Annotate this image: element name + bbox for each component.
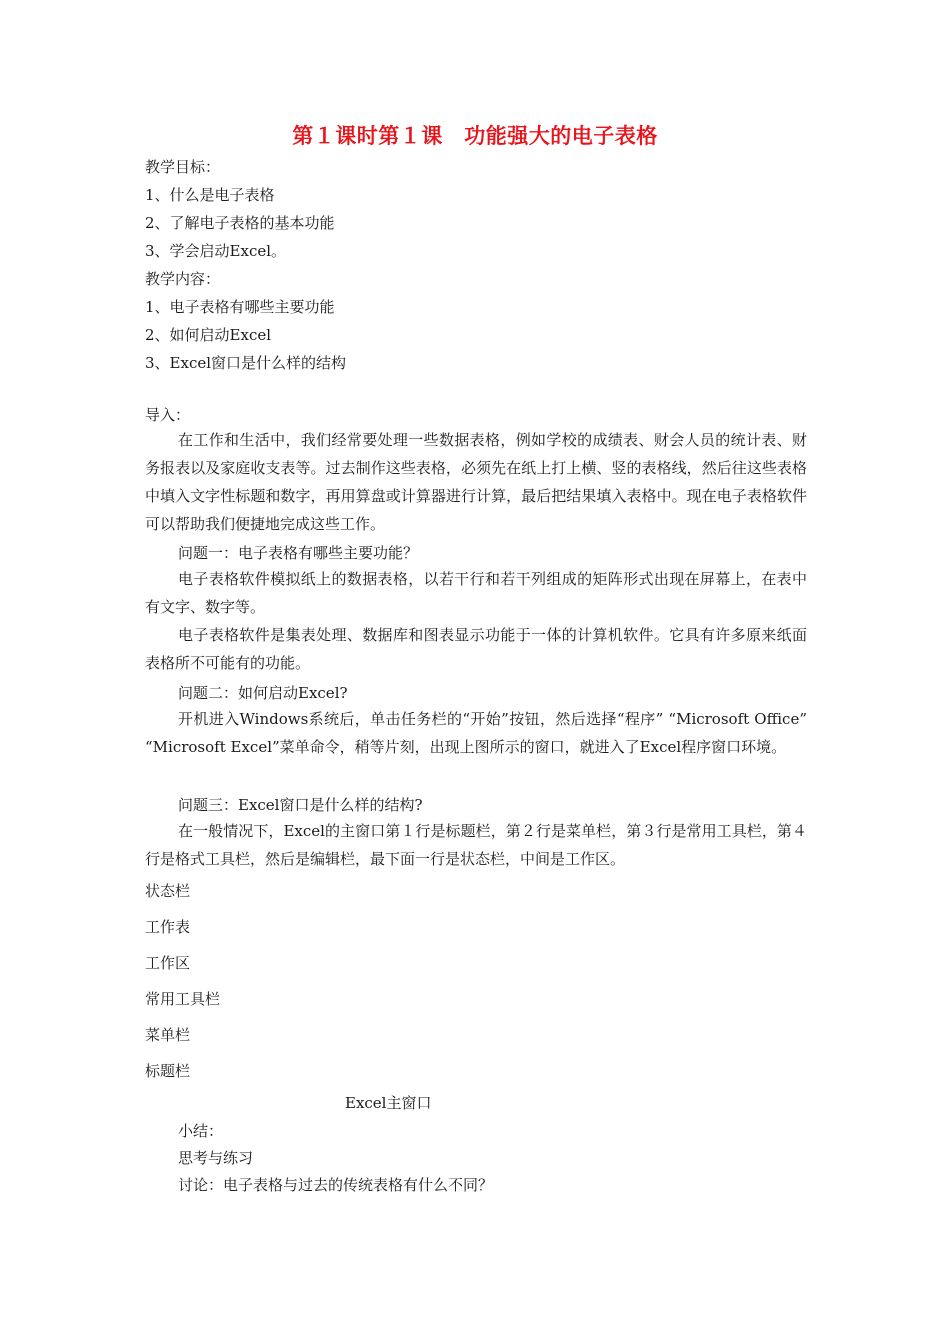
- objectives-heading: 教学目标：: [145, 158, 221, 176]
- content-item: 1、电子表格有哪些主要功能: [145, 298, 335, 316]
- content-item: 2、如何启动Excel: [145, 326, 272, 344]
- figure-caption: Excel主窗口: [345, 1094, 432, 1112]
- question-three: 问题三：Excel窗口是什么样的结构?: [178, 796, 423, 814]
- window-label-work-area: 工作区: [145, 954, 191, 972]
- answer-one-a: 电子表格软件模拟纸上的数据表格，以若干行和若干列组成的矩阵形式出现在屏幕上，在表中有文字、数字等。: [145, 570, 807, 616]
- answer-two: 开机进入Windows系统后，单击任务栏的“开始”按钮，然后选择“程序” “Microsoft Office” “Microsoft Excel”菜单命令，稍等片刻，出现上图所示的窗口，就进入了Excel程序窗口环境。: [145, 710, 807, 756]
- content-heading: 教学内容：: [145, 270, 221, 288]
- intro-paragraph: 在工作和生活中，我们经常要处理一些数据表格，例如学校的成绩表、财会人员的统计表、财务报表以及家庭收支表等。过去制作这些表格，必须先在纸上打上横、竖的表格线，然后往这些表格中填入文字性标题和数字，再用算盘或计算器进行计算，最后把结果填入表格中。现在电子表格软件可以帮助我们便捷地完成这些工作。: [145, 431, 807, 533]
- window-label-title-bar: 标题栏: [145, 1062, 191, 1080]
- window-label-worksheet: 工作表: [145, 918, 191, 936]
- question-one: 问题一：电子表格有哪些主要功能？: [178, 544, 419, 562]
- content-item: 3、Excel窗口是什么样的结构: [145, 354, 347, 372]
- summary-heading: 小结：: [178, 1122, 224, 1140]
- window-label-menu-bar: 菜单栏: [145, 1026, 191, 1044]
- question-two: 问题二：如何启动Excel?: [178, 684, 348, 702]
- practice-heading: 思考与练习: [178, 1149, 254, 1167]
- window-label-status-bar: 状态栏: [145, 882, 191, 900]
- objective-item: 3、学会启动Excel。: [145, 242, 287, 260]
- page-title: 第１课时第１课 功能强大的电子表格: [292, 123, 658, 148]
- window-label-toolbar: 常用工具栏: [145, 990, 221, 1008]
- objective-item: 2、了解电子表格的基本功能: [145, 214, 335, 232]
- discussion-question: 讨论：电子表格与过去的传统表格有什么不同？: [178, 1176, 494, 1194]
- answer-three: 在一般情况下，Excel的主窗口第１行是标题栏，第２行是菜单栏，第３行是常用工具栏，第４行是格式工具栏，然后是编辑栏，最下面一行是状态栏，中间是工作区。: [145, 822, 807, 868]
- answer-one-b: 电子表格软件是集表处理、数据库和图表显示功能于一体的计算机软件。它具有许多原来纸面表格所不可能有的功能。: [145, 626, 807, 672]
- objective-item: 1、什么是电子表格: [145, 186, 275, 204]
- intro-heading: 导入：: [145, 406, 191, 424]
